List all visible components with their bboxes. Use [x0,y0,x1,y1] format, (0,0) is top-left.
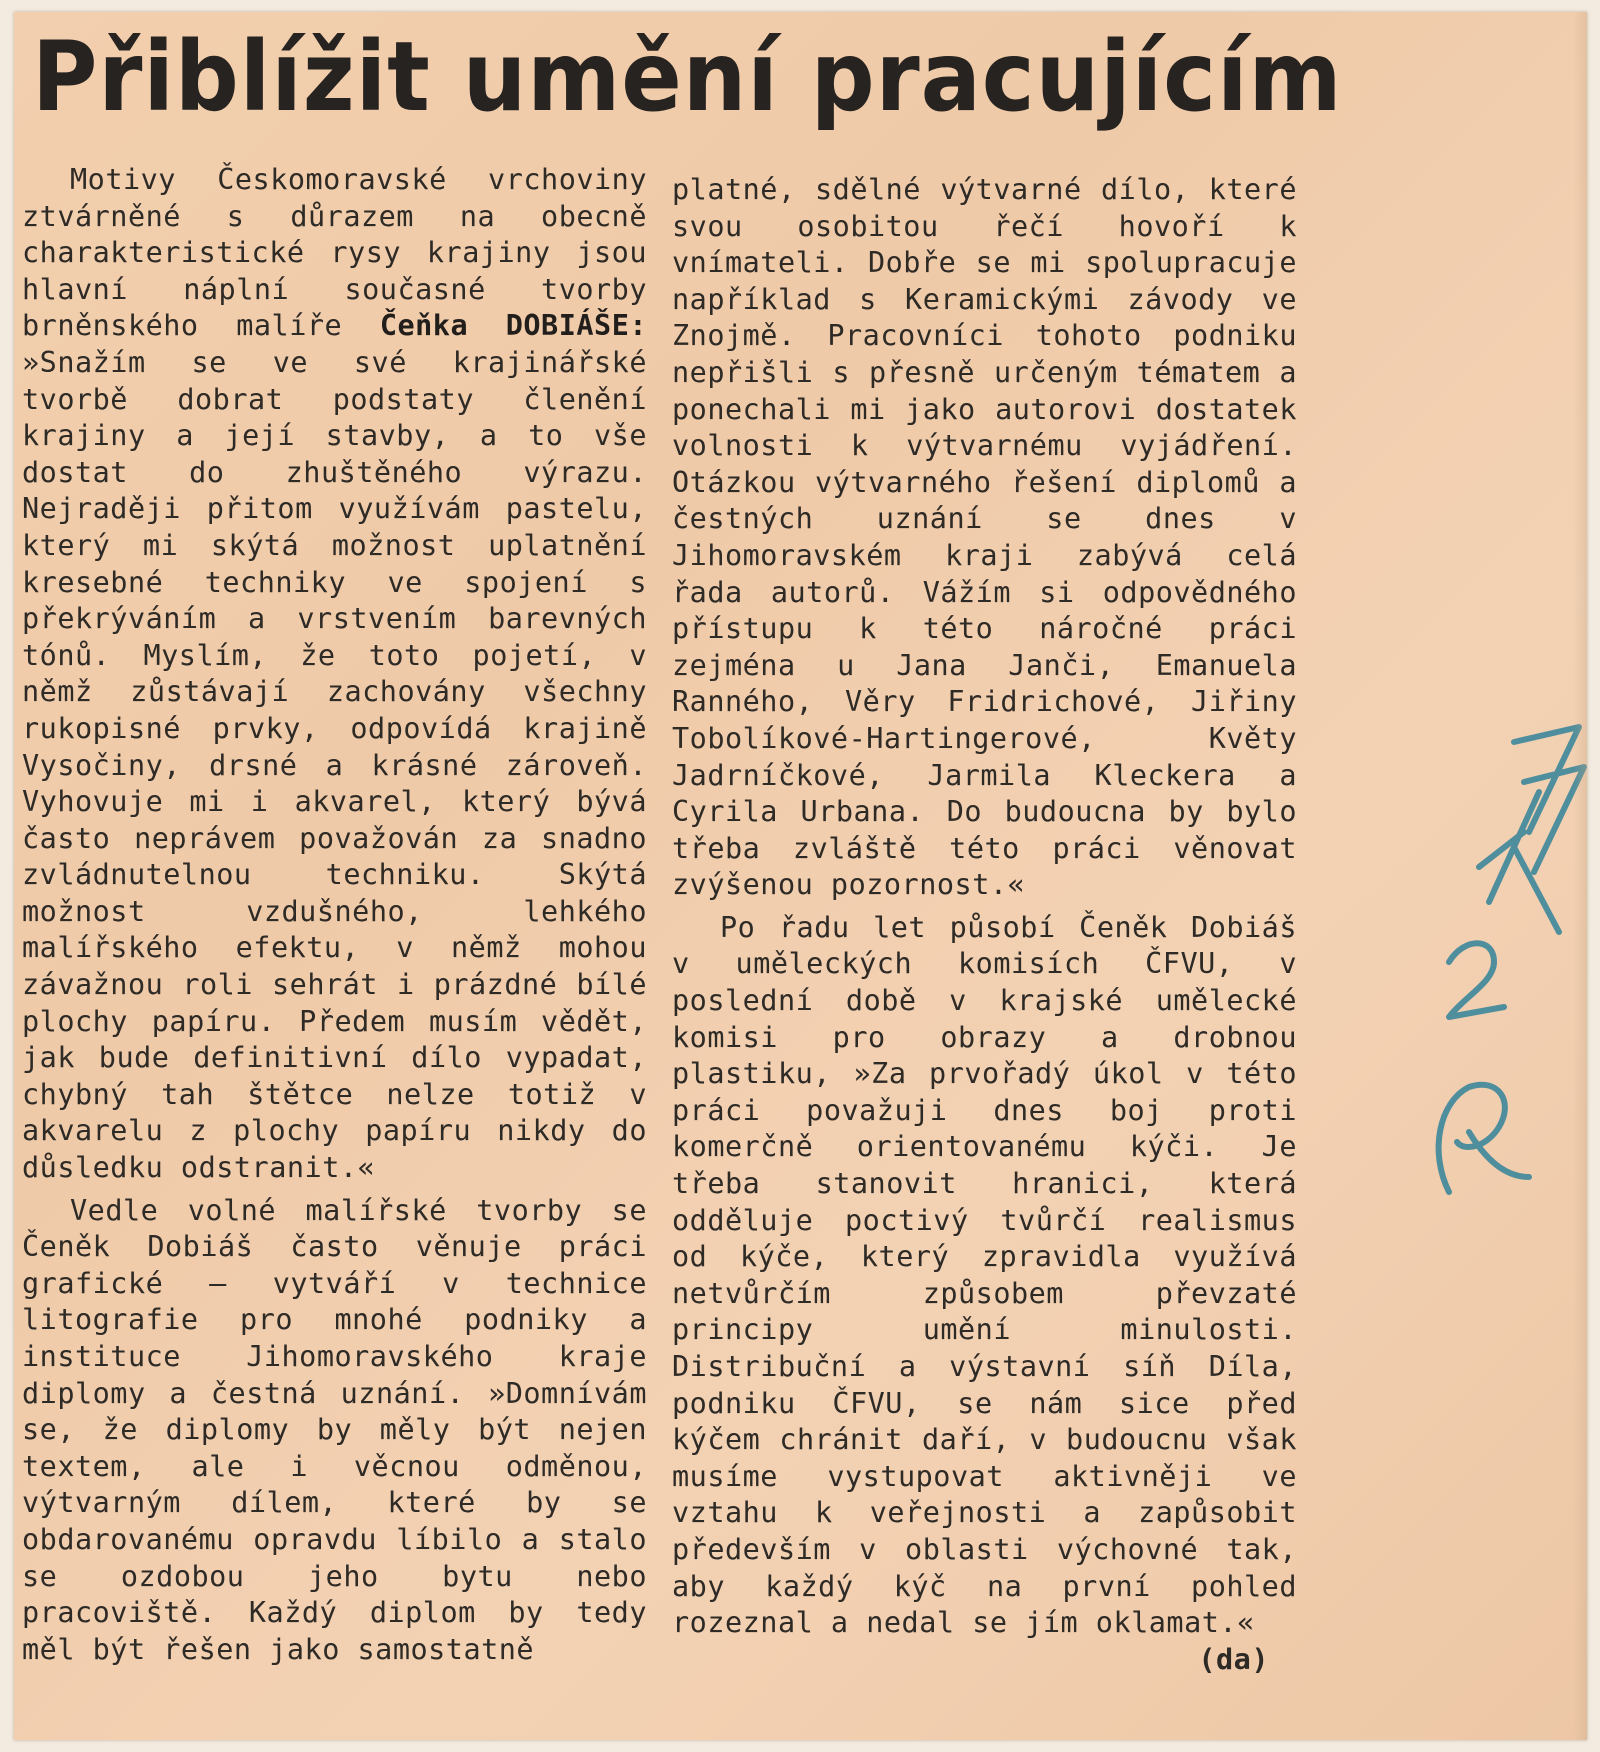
article-left-column [22,162,647,1668]
paper-edge [1573,12,1587,1740]
author-signature: (da) [1198,1642,1269,1676]
painter-quote: »Snažím se ve své krajinářské tvorbě dobrat podstaty členění krajiny a její stavby, a to vše dostat do zhuštěného výrazu. Nejraději přitom využívám pastelu, který mi skýtá možnost uplatnění kresebné techniky ve spojení s překrýváním a vrstvením barevných tónů. Myslím, že toto pojetí, v němž zůstávají zachovány všechny rukopisné prvky, odpovídá krajině Vysočiny, drsné a krásné zároveň. Vyhovuje mi i akvarel, který bývá často neprávem považován za snadno zvládnutelnou techniku. Skýtá možnost vzdušného, lehkého malířského efektu, v němž mohou závažnou roli sehrát i prázdné bílé plochy papíru. Předem musím vědět, jak bude definitivní dílo vypadat, chybný tah štětce nelze totiž v akvarelu z plochy papíru nikdy do důsledku odstranit.« [22,345,647,1185]
paragraph-text: Po řadu let působí Čeněk Dobiáš v uměleckých komisích ČFVU, v poslední době v krajské umělecké komisi pro obrazy a drobnou plastiku, »Za prvořadý úkol v této práci považuji dnes boj proti komerčně orientovanému kýči. Je třeba stanovit hranici, která odděluje poctivý tvůrčí realismus od kýče, který zpravidla využívá netvůrčím způsobem převzaté principy umění minulosti. Distribuční a výstavní síň Díla, podniku ČFVU, se nám sice před kýčem chránit daří, v budoucnu však musíme vystupovat aktivněji ve vztahu k veřejnosti a zapůsobit především v oblasti výchovné tak, aby každý kýč na první pohled rozeznal a nedal se jím oklamat.« [672,910,1297,1640]
article-paragraph: Vedle volné malířské tvorby se Čeněk Dobiáš často věnuje práci grafické — vytváří v technice litografie pro mnohé podniky a instituce Jihomoravského kraje diplomy a čestná uznání. »Domnívám se, že diplomy by měly být nejen textem, ale i věcnou odměnou, výtvarným dílem, které by se obdarovanému opravdu líbilo a stalo se ozdobou jeho bytu nebo pracoviště. Každý diplom by tedy měl být řešen jako samostatně [22,1193,647,1666]
article-paragraph [22,162,647,1187]
paragraph-lead-text: Motivy Českomoravské vrchoviny ztvárněné s důrazem na obecně charakteristické rysy krajiny jsou hlavní náplní současné tvorby brněnského malíře [22,163,647,343]
painter-name: Čeňka DOBIÁŠE: [379,309,648,343]
handwritten-strokes [1439,727,1584,1192]
article-paragraph [672,910,1297,1676]
article-title: Přiblížit umění pracujícím [32,21,1343,133]
article-paragraph: platné, sdělné výtvarné dílo, které svou osobitou řečí hovoří k vnímateli. Dobře se mi spolupracuje například s Keramickými závody ve Znojmě. Pracovníci tohoto podniku nepřišli s přesně určeným tématem a ponechali mi jako autorovi dostatek volnosti k výtvarnému vyjádření. Otázkou výtvarného řešení diplomů a čestných uznání se dnes v Jihomoravském kraji zabývá celá řada autorů. Vážím si odpovědného přístupu k této náročné práci zejména u Jana Janči, Emanuela Ranného, Věry Fridrichové, Jiřiny Tobolíkové-Hartingerové, Květy Jadrníčkové, Jarmila Kleckera a Cyrila Urbana. Do budoucna by bylo třeba zvláště této práci věnovat zvýšenou pozornost.« [672,173,1297,902]
newspaper-clipping [14,12,1587,1740]
handwritten-annotation-mark [1409,632,1587,1232]
article-right-column [672,172,1297,1678]
